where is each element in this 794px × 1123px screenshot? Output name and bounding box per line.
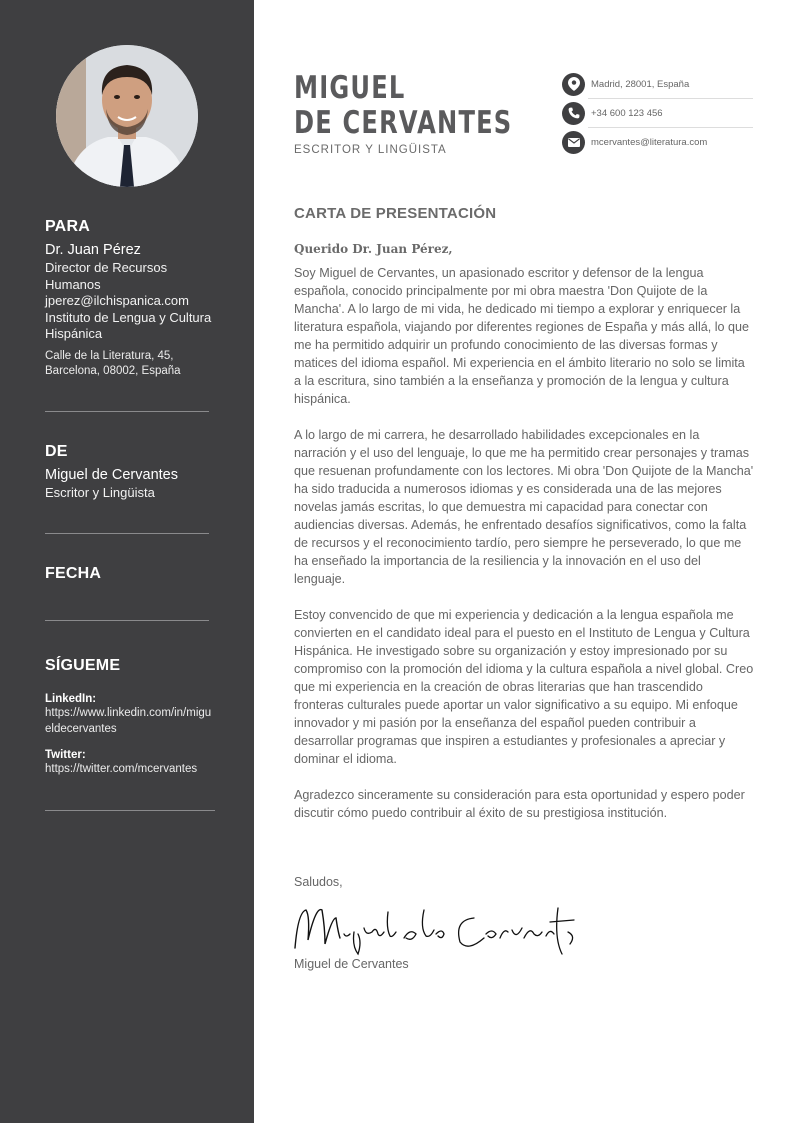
letter-paragraph: A lo largo de mi carrera, he desarrollado habilidades excepcionales en la narración y el uso del lenguaje, lo que me ha permitido crear personajes y tramas que resuenan profundamente con los lectores. Mi obra 'Don Quijote de la Mancha' ha sido traducida a numerosos idiomas y es considerada una de las mejores novelas jamás escritas, lo que demuestra mi capacidad para conectar con audiencias diversas. Además, he enfrentado desafíos significativos, como la falta de recursos y el reconocimiento tardío, pero siempre he perseverado, lo que me ha enseñado la importancia de la resiliencia y la innovación en el uso del lenguaje.: [294, 428, 754, 586]
letter-title: CARTA DE PRESENTACIÓN: [294, 205, 497, 222]
sender-name: Miguel de Cervantes: [45, 467, 178, 483]
linkedin-link[interactable]: https://www.linkedin.com/in/migueldecervantes: [45, 707, 212, 735]
letter-paragraph: Agradezco sinceramente su consideración para esta oportunidad y espero poder discutir cómo puedo contribuir al éxito de su prestigiosa institución.: [294, 788, 745, 820]
sender-section: [45, 443, 215, 502]
sidebar: [0, 0, 254, 1123]
header-first-name: MIGUEL: [294, 70, 406, 106]
contact-phone: [562, 99, 753, 127]
handwritten-signature: [292, 898, 577, 960]
contact-address: [562, 70, 753, 98]
recipient-name: Dr. Juan Pérez: [45, 242, 141, 258]
location-pin-icon: [562, 73, 585, 96]
sidebar-divider: [45, 810, 215, 811]
contact-email: [562, 128, 753, 156]
twitter-label: Twitter:: [45, 749, 86, 761]
recipient-email[interactable]: jperez@ilchispanica.com: [45, 293, 189, 308]
profile-photo: [56, 45, 198, 187]
sidebar-divider: [45, 411, 209, 412]
contact-address-text: Madrid, 28001, España: [591, 78, 690, 90]
date-title: FECHA: [45, 565, 102, 582]
follow-title: SÍGUEME: [45, 657, 121, 674]
signed-name: Miguel de Cervantes: [294, 957, 409, 971]
recipient-title: PARA: [45, 218, 90, 235]
sender-title: DE: [45, 443, 68, 460]
mail-icon: [562, 131, 585, 154]
letter-greeting: Querido Dr. Juan Pérez,: [294, 242, 453, 256]
phone-icon: [562, 102, 585, 125]
recipient-position: Director de Recursos Humanos: [45, 260, 168, 292]
linkedin-label: LinkedIn:: [45, 693, 97, 705]
letter-closing: Saludos,: [294, 875, 343, 889]
sidebar-divider: [45, 620, 209, 621]
recipient-section: [45, 218, 215, 379]
header-last-name: DE CERVANTES: [294, 105, 513, 141]
follow-section: [45, 657, 215, 777]
contact-phone-text[interactable]: +34 600 123 456: [591, 107, 663, 119]
contact-email-text[interactable]: mcervantes@literatura.com: [591, 136, 708, 148]
sender-role: Escritor y Lingüista: [45, 485, 155, 500]
twitter-link[interactable]: https://twitter.com/mcervantes: [45, 763, 198, 775]
recipient-institution: Instituto de Lengua y Cultura Hispánica: [45, 309, 212, 341]
date-section: [45, 565, 215, 583]
letter-paragraph: Soy Miguel de Cervantes, un apasionado escritor y defensor de la lengua española, conocido principalmente por mi obra maestra 'Don Quijote de la Mancha'. A lo largo de mi vida, he dedicado mi tiempo a explorar y enriquecer la literatura española, viajando por diferentes regiones de España y más allá, lo que me ha permitido adquirir un profundo conocimiento de las diversas formas y matices del idioma español. Mi experiencia en el ámbito literario no solo se limita a la escritura, sino también a la enseñanza y promoción de la lengua y cultura hispánica.: [294, 266, 750, 406]
letter-paragraph: Estoy convencido de que mi experiencia y dedicación a la lengua española me convierten en el candidato ideal para el puesto en el Instituto de Lengua y Cultura Hispánica. He investigado sobre su organización y estoy impresionado por su compromiso con la promoción del idioma y la cultura española a nivel global. Creo que mi experiencia en la creación de obras literarias que han trascendido fronteras culturales puede aportar un valor significativo a su equipo. Mi enfoque innovador y mi pasión por la enseñanza del español pueden contribuir a desarrollar programas que inspiren a estudiantes y profesionales a apreciar y dominar el idioma.: [294, 608, 754, 766]
sidebar-divider: [45, 533, 209, 534]
recipient-address: Calle de la Literatura, 45, Barcelona, 08002, España: [45, 349, 181, 377]
header-role: ESCRITOR Y LINGÜISTA: [294, 144, 447, 156]
portrait-image: [56, 45, 198, 187]
